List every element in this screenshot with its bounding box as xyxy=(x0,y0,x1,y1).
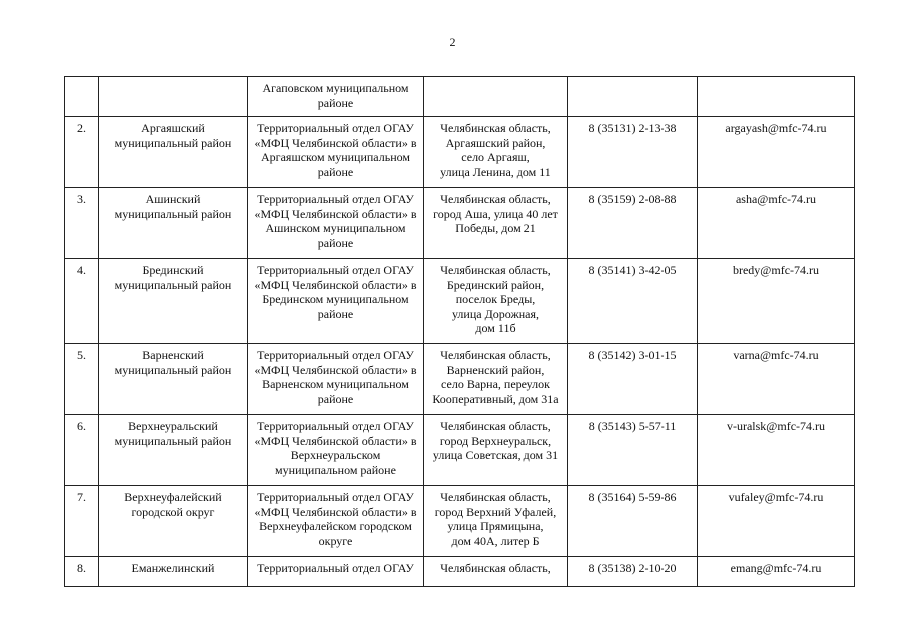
table-row xyxy=(65,415,855,486)
phone-cell: 8 (35143) 5-57-11 xyxy=(568,415,698,486)
office-name-cell-line: районе xyxy=(317,235,354,250)
office-name-cell-line: Территориальный отдел ОГАУ xyxy=(257,490,414,504)
email-cell: v-uralsk@mfc-74.ru xyxy=(698,415,855,486)
district-cell-line: городской округ xyxy=(131,504,215,519)
phone-cell: 8 (35164) 5-59-86 xyxy=(568,486,698,557)
office-name-cell-line: округе xyxy=(318,533,353,548)
office-name-cell-line: Верхнеуфалейском городском xyxy=(259,519,412,533)
address-cell-line: город Верхний Уфалей, xyxy=(434,504,557,519)
table-row xyxy=(65,486,855,557)
district-cell-line: муниципальный район xyxy=(114,277,232,292)
address-cell-line: Челябинская область, xyxy=(440,348,551,362)
phone-cell: 8 (35138) 2-10-20 xyxy=(568,557,698,587)
office-name-cell-line: «МФЦ Челябинской области» в xyxy=(254,433,417,448)
office-name-cell-line: Территориальный отдел ОГАУ xyxy=(257,561,414,575)
address-cell xyxy=(424,486,568,557)
table-row xyxy=(65,344,855,415)
email-cell: emang@mfc-74.ru xyxy=(698,557,855,587)
address-cell xyxy=(424,77,568,117)
office-name-cell-line: Варненском муниципальном xyxy=(262,377,409,391)
email-cell: argayash@mfc-74.ru xyxy=(698,117,855,188)
office-name-cell-line: «МФЦ Челябинской области» в xyxy=(254,362,417,377)
address-cell-line: Победы, дом 21 xyxy=(455,221,536,235)
address-cell-line: город Верхнеуральск, xyxy=(439,433,552,448)
office-name-cell xyxy=(248,77,424,117)
address-cell-line: Челябинская область, xyxy=(440,263,551,277)
address-cell xyxy=(424,415,568,486)
office-name-cell xyxy=(248,415,424,486)
address-cell xyxy=(424,557,568,587)
address-cell-line: Аргаяшский район, xyxy=(445,135,546,150)
district-cell-line: Еманжелинский xyxy=(131,561,215,575)
address-cell xyxy=(424,188,568,259)
mfc-offices-table xyxy=(64,76,855,587)
office-name-cell xyxy=(248,344,424,415)
phone-cell: 8 (35141) 3-42-05 xyxy=(568,259,698,344)
office-name-cell-line: Территориальный отдел ОГАУ xyxy=(257,419,414,433)
email-cell: asha@mfc-74.ru xyxy=(698,188,855,259)
district-cell-line: муниципальный район xyxy=(114,206,232,221)
address-cell-line: Челябинская область, xyxy=(440,561,551,575)
district-cell-line: муниципальный район xyxy=(114,135,232,150)
address-cell-line: поселок Бреды, xyxy=(455,292,536,306)
table-row xyxy=(65,259,855,344)
address-cell-line: улица Прямицына, xyxy=(447,519,544,533)
address-cell-line: Кооперативный, дом 31а xyxy=(432,391,559,406)
office-name-cell-line: Территориальный отдел ОГАУ xyxy=(257,192,414,206)
row-number-cell: 4. xyxy=(65,259,99,344)
office-name-cell-line: Территориальный отдел ОГАУ xyxy=(257,121,414,135)
district-cell-line: Ашинский xyxy=(145,192,201,206)
district-cell-line: Верхнеуральский xyxy=(128,419,218,433)
district-cell-line: муниципальный район xyxy=(114,433,232,448)
office-name-cell-line: районе xyxy=(317,391,354,406)
office-name-cell-line: районе xyxy=(317,306,354,321)
office-name-cell-line: Аргаяшском муниципальном xyxy=(261,150,410,164)
district-cell-line: Верхнеуфалейский xyxy=(124,490,222,504)
address-cell-line: село Варна, переулок xyxy=(441,377,550,391)
district-cell-line: Аргаяшский xyxy=(141,121,205,135)
address-cell-line: город Аша, улица 40 лет xyxy=(433,206,558,221)
office-name-cell xyxy=(248,259,424,344)
phone-cell xyxy=(568,77,698,117)
office-name-cell xyxy=(248,486,424,557)
phone-cell: 8 (35142) 3-01-15 xyxy=(568,344,698,415)
district-cell xyxy=(99,415,248,486)
email-cell: varna@mfc-74.ru xyxy=(698,344,855,415)
address-cell-line: Челябинская область, xyxy=(440,192,551,206)
phone-cell: 8 (35131) 2-13-38 xyxy=(568,117,698,188)
email-cell: bredy@mfc-74.ru xyxy=(698,259,855,344)
table-row xyxy=(65,188,855,259)
row-number-cell: 6. xyxy=(65,415,99,486)
district-cell-line: муниципальный район xyxy=(114,362,232,377)
office-name-cell-line: Территориальный отдел ОГАУ xyxy=(257,263,414,277)
office-name-cell xyxy=(248,188,424,259)
row-number-cell: 3. xyxy=(65,188,99,259)
district-cell-line: Брединский xyxy=(142,263,204,277)
address-cell-line: Челябинская область, xyxy=(440,121,551,135)
office-name-cell-line: муниципальном районе xyxy=(275,462,396,477)
row-number-cell xyxy=(65,77,99,117)
office-name-cell-line: «МФЦ Челябинской области» в xyxy=(254,277,417,292)
address-cell-line: улица Ленина, дом 11 xyxy=(440,164,551,179)
table-row xyxy=(65,77,855,117)
office-name-cell xyxy=(248,557,424,587)
address-cell-line: дом 11б xyxy=(475,321,516,335)
district-cell xyxy=(99,486,248,557)
office-name-cell-line: «МФЦ Челябинской области» в xyxy=(254,206,417,221)
address-cell-line: улица Дорожная, xyxy=(451,306,540,321)
office-name-cell-line: Агаповском муниципальном xyxy=(262,81,409,95)
address-cell xyxy=(424,344,568,415)
address-cell-line: Челябинская область, xyxy=(440,419,551,433)
district-cell xyxy=(99,117,248,188)
office-name-cell-line: районе xyxy=(317,164,354,179)
address-cell-line: Варненский район, xyxy=(446,362,545,377)
office-name-cell-line: «МФЦ Челябинской области» в xyxy=(254,504,417,519)
office-name-cell-line: Брединском муниципальном xyxy=(262,292,409,306)
office-name-cell-line: Верхнеуральском xyxy=(290,448,381,462)
phone-cell: 8 (35159) 2-08-88 xyxy=(568,188,698,259)
address-cell-line: улица Советская, дом 31 xyxy=(432,448,559,462)
address-cell xyxy=(424,259,568,344)
email-cell xyxy=(698,77,855,117)
address-cell-line: Брединский район, xyxy=(446,277,545,292)
district-cell xyxy=(99,557,248,587)
row-number-cell: 5. xyxy=(65,344,99,415)
row-number-cell: 2. xyxy=(65,117,99,188)
table-row xyxy=(65,117,855,188)
table-row xyxy=(65,557,855,587)
row-number-cell: 7. xyxy=(65,486,99,557)
address-cell xyxy=(424,117,568,188)
office-name-cell-line: районе xyxy=(317,95,354,110)
district-cell xyxy=(99,188,248,259)
office-name-cell xyxy=(248,117,424,188)
office-name-cell-line: Ашинском муниципальном xyxy=(265,221,406,235)
district-cell xyxy=(99,259,248,344)
row-number-cell: 8. xyxy=(65,557,99,587)
district-cell xyxy=(99,344,248,415)
district-cell xyxy=(99,77,248,117)
address-cell-line: село Аргаяш, xyxy=(461,150,530,164)
office-name-cell-line: «МФЦ Челябинской области» в xyxy=(254,135,417,150)
page-number: 2 xyxy=(449,35,456,49)
address-cell-line: дом 40А, литер Б xyxy=(451,533,540,548)
district-cell-line: Варненский xyxy=(142,348,204,362)
office-name-cell-line: Территориальный отдел ОГАУ xyxy=(257,348,414,362)
email-cell: vufaley@mfc-74.ru xyxy=(698,486,855,557)
address-cell-line: Челябинская область, xyxy=(440,490,551,504)
